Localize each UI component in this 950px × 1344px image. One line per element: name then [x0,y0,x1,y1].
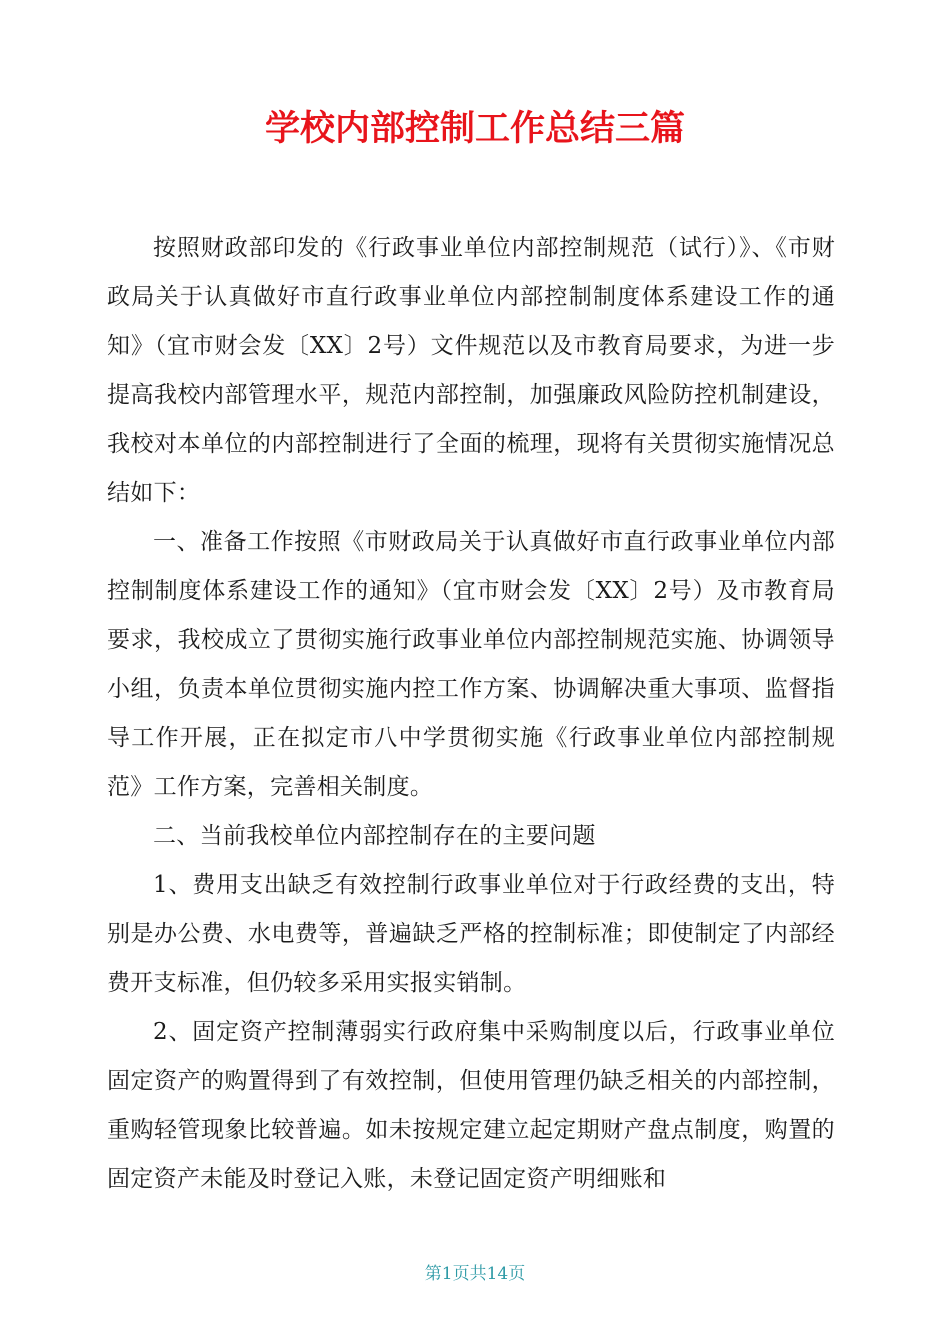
paragraph-intro: 按照财政部印发的《行政事业单位内部控制规范（试行）》、《市财政局关于认真做好市直行政事业单位内部控制制度体系建设工作的通知》（宜市财会发〔XX〕2号）文件规范以及市教育局要求，为进一步提高我校内部管理水平，规范内部控制，加强廉政风险防控机制建设，我校对本单位的内部控制进行了全面的梳理，现将有关贯彻实施情况总结如下： [107,235,835,506]
paragraph-section-1: 一、准备工作按照《市财政局关于认真做好市直行政事业单位内部控制制度体系建设工作的通知》（宜市财会发〔XX〕2号）及市教育局要求，我校成立了贯彻实施行政事业单位内部控制规范实施、协调领导小组，负责本单位贯彻实施内控工作方案、协调解决重大事项、监督指导工作开展，正在拟定市八中学贯彻实施《行政事业单位内部控制规范》工作方案，完善相关制度。 [107,529,835,800]
document-body [107,224,835,1204]
paragraph-item-2: 2、固定资产控制薄弱实行政府集中采购制度以后，行政事业单位固定资产的购置得到了有效控制，但使用管理仍缺乏相关的内部控制，重购轻管现象比较普遍。如未按规定建立起定期财产盘点制度，购置的固定资产未能及时登记入账，未登记固定资产明细账和 [107,1019,835,1192]
document-title: 学校内部控制工作总结三篇 [264,109,685,149]
paragraph-item-1: 1、费用支出缺乏有效控制行政事业单位对于行政经费的支出，特别是办公费、水电费等，普遍缺乏严格的控制标准；即使制定了内部经费开支标准，但仍较多采用实报实销制。 [107,872,835,996]
paragraph-section-2-heading: 二、当前我校单位内部控制存在的主要问题 [153,823,596,849]
page-footer: 第1页共14页 [424,1264,526,1284]
